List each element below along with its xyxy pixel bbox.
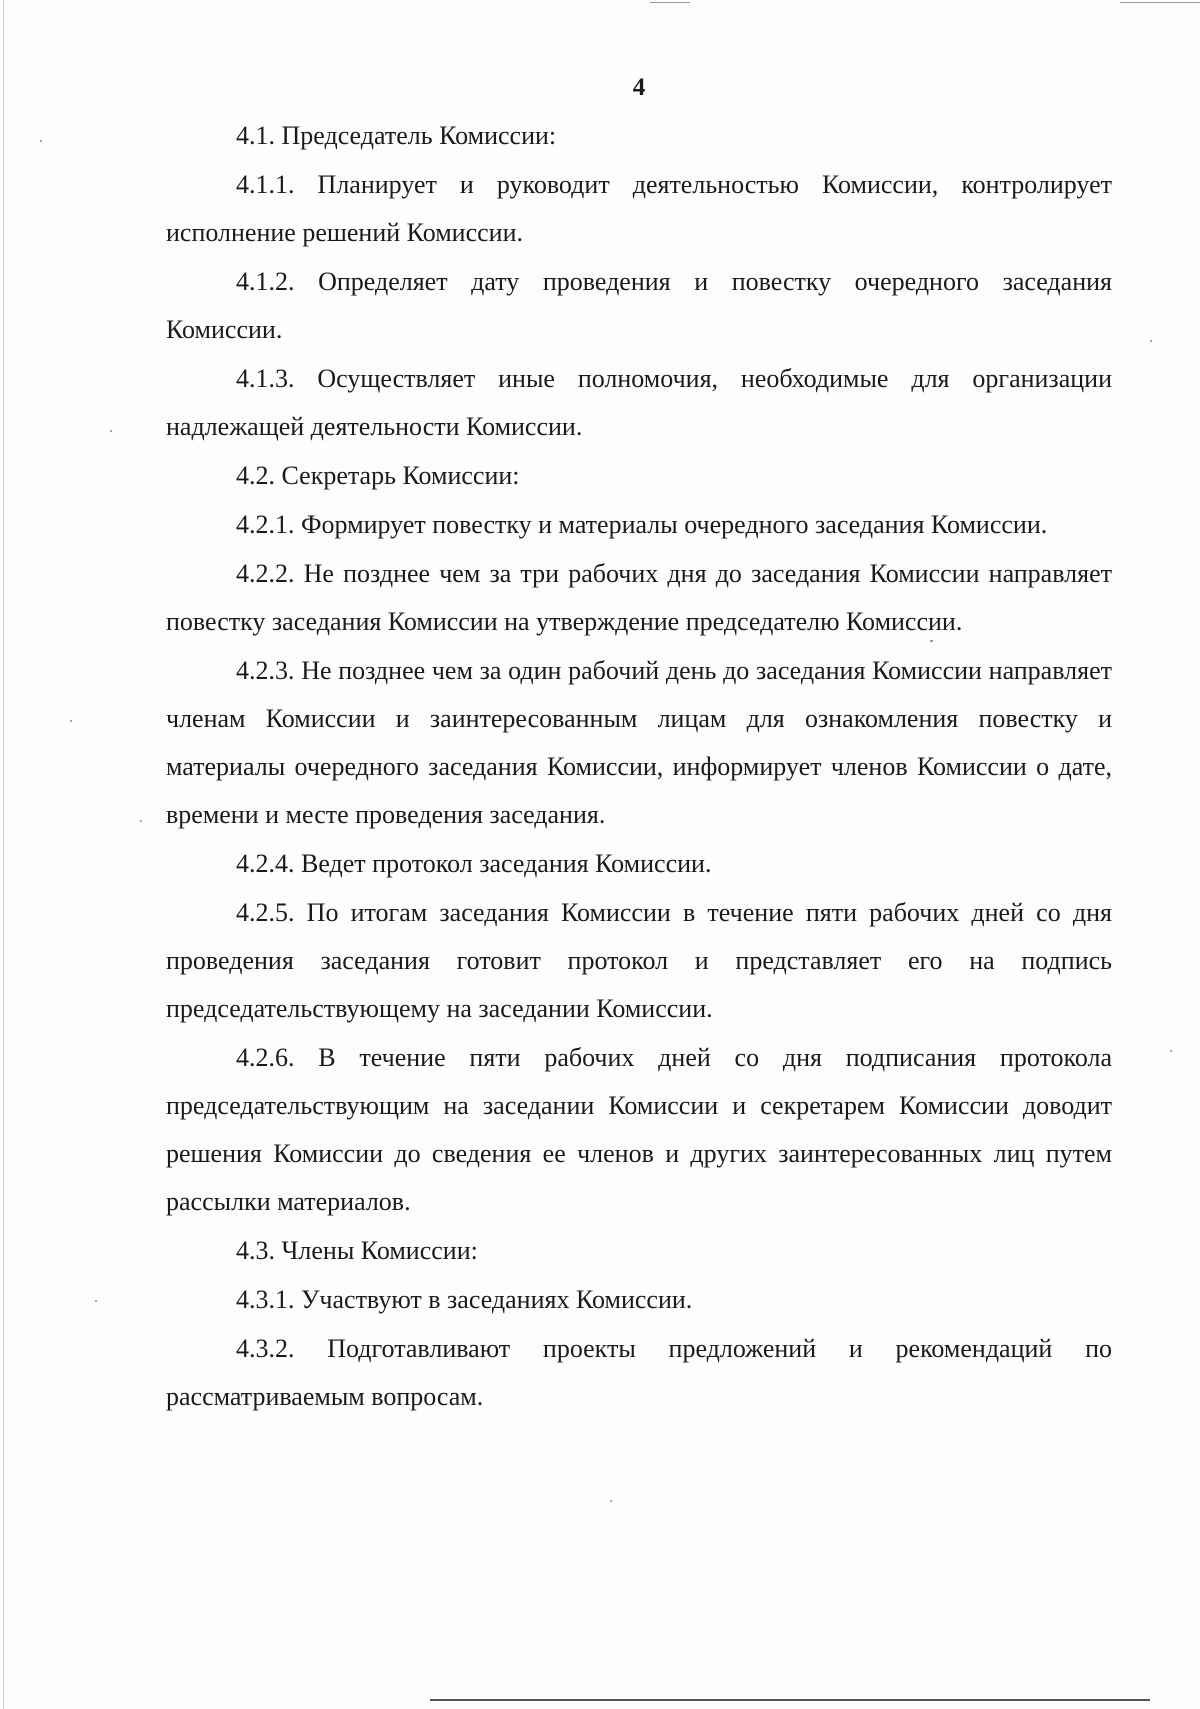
paragraph-4-2-6: 4.2.6. В течение пяти рабочих дней со дня подписания протокола председательствующим на заседании Комиссии и секретарем Комиссии доводит решения Комиссии до сведения ее членов и других заинтересованных лиц путем рассылки материалов. [166, 1043, 1112, 1216]
paragraph-4-2-5: 4.2.5. По итогам заседания Комиссии в течение пяти рабочих дней со дня проведения заседания готовит протокол и представляет его на подпись председательствующему на заседании Комиссии. [166, 898, 1112, 1023]
scan-speck [95, 1300, 97, 1302]
document-body [166, 112, 1112, 1422]
paragraph-4-2: 4.2. Секретарь Комиссии: [236, 461, 520, 490]
scan-speck [70, 720, 72, 722]
scan-speck [140, 820, 142, 822]
paragraph-4-2-2: 4.2.2. Не позднее чем за три рабочих дня до заседания Комиссии направляет повестку заседания Комиссии на утверждение председателю Комиссии. [166, 559, 1112, 636]
paragraph-4-3-2: 4.3.2. Подготавливают проекты предложений и рекомендаций по рассматриваемым вопросам. [166, 1334, 1112, 1411]
paragraph-4-1-1: 4.1.1. Планирует и руководит деятельностью Комиссии, контролирует исполнение решений Комиссии. [166, 170, 1112, 247]
scan-speck [40, 140, 42, 142]
scan-edge-left [3, 0, 4, 1709]
scan-speck [930, 640, 933, 642]
scan-edge-top-mark [650, 2, 690, 3]
scan-speck [610, 1500, 612, 1502]
paragraph-4-2-3: 4.2.3. Не позднее чем за один рабочий день до заседания Комиссии направляет членам Комиссии и заинтересованным лицам для ознакомления повестку и материалы очередного заседания Комиссии, информирует членов Комиссии о дате, времени и месте проведения заседания. [166, 656, 1112, 829]
paragraph-4-3-1: 4.3.1. Участвуют в заседаниях Комиссии. [236, 1285, 693, 1314]
page-number: 4 [632, 74, 646, 101]
paragraph-4-2-4: 4.2.4. Ведет протокол заседания Комиссии. [236, 849, 712, 878]
scan-edge-bottom [430, 1699, 1150, 1701]
paragraph-4-2-1: 4.2.1. Формирует повестку и материалы очередного заседания Комиссии. [236, 510, 1048, 539]
paragraph-4-3: 4.3. Члены Комиссии: [236, 1236, 478, 1265]
scan-speck [1150, 340, 1152, 342]
paragraph-4-1-2: 4.1.2. Определяет дату проведения и повестку очередного заседания Комиссии. [166, 267, 1112, 344]
scan-edge-top-mark-right [1120, 2, 1200, 3]
paragraph-4-1-3: 4.1.3. Осуществляет иные полномочия, необходимые для организации надлежащей деятельности Комиссии. [166, 364, 1112, 441]
scan-speck [1170, 1050, 1172, 1052]
scan-speck [110, 430, 112, 432]
paragraph-4-1: 4.1. Председатель Комиссии: [236, 121, 557, 150]
